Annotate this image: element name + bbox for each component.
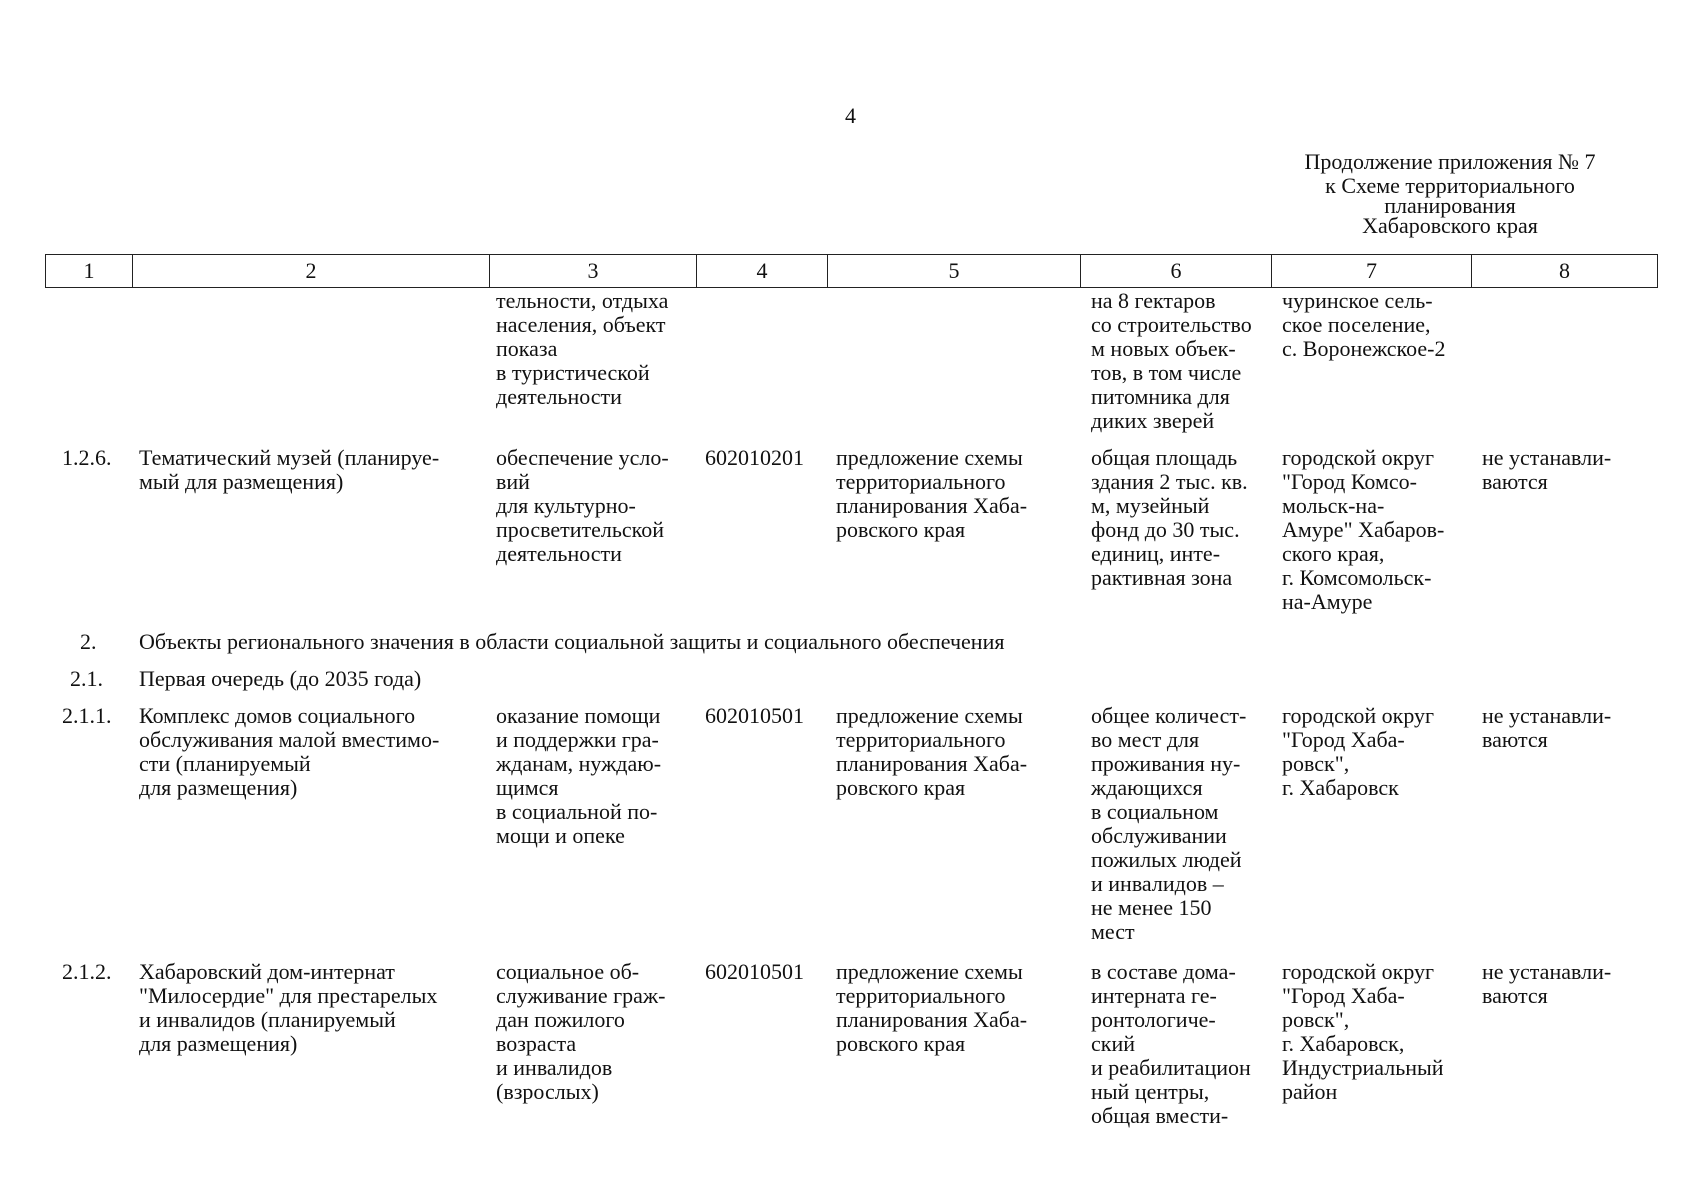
cell-basis: предложение схемы территориального планирования Хаба- ровского края <box>836 445 1028 542</box>
cell-object-name: Комплекс домов социального обслуживания малой вместимо- сти (планируемый для размещения) <box>139 703 440 800</box>
column-number: 5 <box>828 255 1081 288</box>
appendix-line: планирования <box>1384 193 1516 218</box>
cell-basis: предложение схемы территориального планирования Хаба- ровского края <box>836 959 1028 1056</box>
cell-number: 2.1.2. <box>62 959 112 984</box>
cell-purpose: социальное об- служивание граж- дан пожилого возраста и инвалидов (взрослых) <box>496 959 666 1104</box>
cell-purpose: тельности, отдыха населения, объект показа в туристической деятельности <box>496 288 669 409</box>
appendix-line: Хабаровского края <box>1362 213 1538 238</box>
cell-location: городской округ "Город Комсо- мольск-на- Амуре" Хабаров- ского края, г. Комсомольск- на-Амуре <box>1282 445 1445 614</box>
cell-purpose: обеспечение усло- вий для культурно- просветительской деятельности <box>496 445 669 566</box>
cell-number: 2.1.1. <box>62 703 112 728</box>
cell-object-name: Тематический музей (планируе- мый для размещения) <box>139 445 440 494</box>
cell-characteristics: общее количест- во мест для проживания ну- ждающихся в социальном обслуживании пожилых людей и инвалидов – не менее 150 мест <box>1091 703 1247 944</box>
cell-basis: предложение схемы территориального планирования Хаба- ровского края <box>836 703 1028 800</box>
section-number: 2. <box>80 629 97 654</box>
cell-characteristics: в составе дома- интерната ге- ронтологиче- ский и реабилитацион ный центры, общая вмести- <box>1091 959 1251 1128</box>
cell-zones: не устанавли- ваются <box>1482 445 1612 494</box>
page-number: 4 <box>845 103 856 128</box>
cell-location: городской округ "Город Хаба- ровск", г. Хабаровск, Индустриальный район <box>1282 959 1444 1104</box>
cell-zones: не устанавли- ваются <box>1482 959 1612 1008</box>
appendix-line: к Схеме территориального <box>1325 173 1575 198</box>
cell-code: 602010501 <box>705 959 804 984</box>
column-number: 1 <box>46 255 133 288</box>
column-number: 4 <box>697 255 828 288</box>
cell-purpose: оказание помощи и поддержки гра- жданам, нуждаю- щимся в социальной по- мощи и опеке <box>496 703 662 848</box>
cell-location: чуринское сель- ское поселение, с. Воронежское-2 <box>1282 288 1446 361</box>
column-number: 8 <box>1472 255 1658 288</box>
section-title: Объекты регионального значения в области социальной защиты и социального обеспечения <box>139 629 1005 654</box>
section-title: Первая очередь (до 2035 года) <box>139 666 422 691</box>
cell-zones: не устанавли- ваются <box>1482 703 1612 752</box>
column-number: 7 <box>1272 255 1472 288</box>
cell-number: 1.2.6. <box>62 445 112 470</box>
cell-characteristics: на 8 гектаров со строительство м новых объек- тов, в том числе питомника для диких зверей <box>1091 288 1252 433</box>
cell-location: городской округ "Город Хаба- ровск", г. Хабаровск <box>1282 703 1435 800</box>
cell-code: 602010201 <box>705 445 804 470</box>
appendix-heading <box>1250 150 1650 238</box>
column-number-header <box>45 254 1658 288</box>
cell-characteristics: общая площадь здания 2 тыс. кв. м, музейный фонд до 30 тыс. единиц, инте- рактивная зона <box>1091 445 1248 590</box>
section-number: 2.1. <box>70 666 103 691</box>
column-number: 6 <box>1081 255 1272 288</box>
column-number: 3 <box>490 255 697 288</box>
cell-code: 602010501 <box>705 703 804 728</box>
cell-object-name: Хабаровский дом-интернат "Милосердие" для престарелых и инвалидов (планируемый для размещения) <box>139 959 438 1056</box>
column-number: 2 <box>133 255 490 288</box>
appendix-line: Продолжение приложения № 7 <box>1304 149 1596 174</box>
